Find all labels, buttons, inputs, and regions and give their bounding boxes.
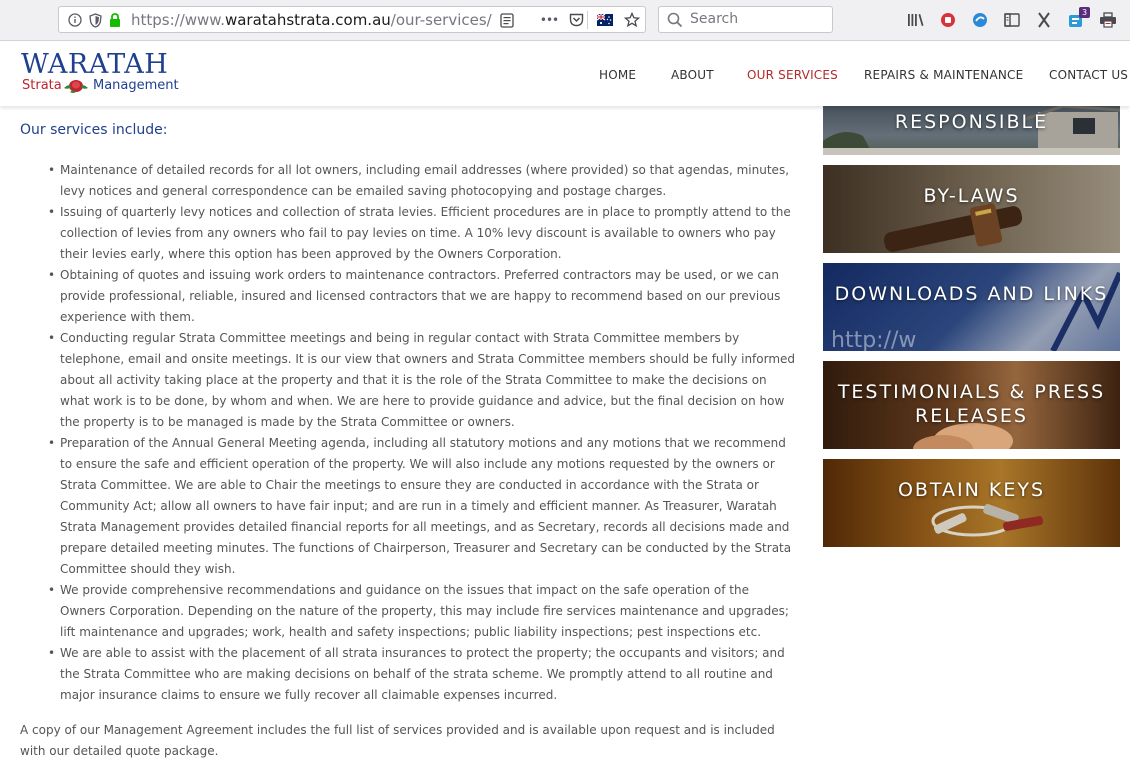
panel-label: DOWNLOADS AND LINKS — [834, 283, 1109, 305]
print-icon[interactable] — [1098, 10, 1118, 30]
logo-subtitle-strata: Strata — [22, 78, 62, 93]
nav-contact-us[interactable]: CONTACT US — [1049, 68, 1129, 82]
divider — [587, 11, 588, 29]
keys-photo — [823, 459, 1120, 547]
bookmark-star-icon[interactable] — [624, 12, 640, 28]
list-item: • We provide comprehensive recommendations and guidance on the issues that impact on the safe operation of the Owners Corporation. Depending on the nature of the property, this may include fire services maintenance and upgrades; lift maintenance and upgrades; work, health and safety inspections; public liability inspections; pest inspections etc. — [60, 580, 796, 643]
sidebar-panel-responsible[interactable] — [823, 106, 1120, 155]
list-item: • We are able to assist with the placement of all strata insurances to protect the property; the occupants and visitors; and the Strata Committee who are making decisions on behalf of the strata scheme. We promptly attend to all routine and major insurance claims to ensure we fully recover all claimable expenses incurred. — [60, 643, 796, 706]
logo-subtitle-management: Management — [93, 78, 179, 93]
list-item: • Preparation of the Annual General Meeting agenda, including all statutory motions and any motions that we recommend to ensure the safe and efficient operation of the property. We will also include any motions requested by the owners or Strata Committee. We are able to Chair the meetings to ensure they are conducted in accordance with the Strata or Community Act; allow all owners to have fair input; and are run in a timely and efficient manner. As Treasurer, Waratah Strata Management provides detailed financial reports for all meetings, and as Secretary, records all decisions made and prepare detailed meeting minutes. The functions of Chairperson, Treasurer and Secretary can be conducted by the Strata Committee should they wish. — [60, 433, 796, 580]
sidebar-toggle-icon[interactable] — [1002, 10, 1022, 30]
extension-blue-icon[interactable] — [970, 10, 990, 30]
nav-about[interactable]: ABOUT — [671, 68, 714, 82]
tracking-shield-icon[interactable] — [87, 12, 103, 28]
search-icon — [667, 12, 683, 32]
nav-our-services[interactable]: OUR SERVICES — [747, 68, 838, 82]
services-intro-heading: Our services include: — [20, 122, 168, 138]
reader-view-icon[interactable] — [499, 12, 515, 28]
panel-label: RESPONSIBLE — [894, 111, 1049, 133]
services-list — [60, 160, 796, 706]
panel-label: OBTAIN KEYS — [897, 479, 1046, 501]
page-actions-icon[interactable]: ••• — [539, 13, 559, 27]
pocket-icon[interactable] — [568, 12, 584, 28]
url-photo — [823, 263, 1120, 351]
nav-home[interactable]: HOME — [599, 68, 637, 82]
australia-flag-icon[interactable] — [596, 12, 614, 28]
library-icon[interactable] — [906, 10, 926, 30]
sidebar-panel-obtain-keys[interactable] — [823, 459, 1120, 547]
panel-label: TESTIMONIALS & PRESS RELEASES — [837, 381, 1106, 427]
logo-title: WARATAH — [21, 49, 169, 80]
list-item: • Obtaining of quotes and issuing work orders to maintenance contractors. Preferred contractors may be used, or we can provide professional, reliable, insured and licensed contractors that we are happy to recommend based on our previous experience with them. — [60, 265, 796, 328]
nav-repairs-maintenance[interactable]: REPAIRS & MAINTENANCE — [864, 68, 1024, 82]
gavel-photo — [823, 165, 1120, 253]
search-placeholder: Search — [690, 11, 739, 27]
info-icon[interactable] — [67, 12, 83, 28]
sidebar-panel-downloads-links[interactable] — [823, 263, 1120, 351]
list-item: • Conducting regular Strata Committee meetings and being in regular contact with Strata Committee members by telephone, email and onsite meetings. It is our view that owners and Strata Committee members should be fully informed about all activity taking place at the property and that it is the role of the Strata Committee to make the decisions on what work is to be done, by whom and when. We are here to provide guidance and advice, but the final decision on how the property is to be managed is made by the Strata Committee or owners. — [60, 328, 796, 433]
address-bar[interactable] — [58, 6, 646, 33]
site-header — [0, 41, 1130, 106]
browser-toolbar — [0, 0, 1130, 41]
list-item: • Issuing of quarterly levy notices and collection of strata levies. Efficient procedures are in place to promptly attend to the collection of levies from any owners who fail to pay levies on time. A 10% levy discount is available to owners who pay their levies early, where this option has been approved by the Owners Corporation. — [60, 202, 796, 265]
svg-text:http://w: http://w — [831, 328, 917, 351]
lock-icon[interactable] — [107, 12, 123, 28]
extension-badge-count: 3 — [1079, 7, 1090, 18]
management-agreement-note: A copy of our Management Agreement includes the full list of services provided and is available upon request and is included with our detailed quote package. — [20, 723, 775, 758]
panel-label: BY-LAWS — [923, 185, 1020, 207]
waratah-flower-icon — [62, 78, 90, 94]
search-box[interactable] — [658, 6, 833, 33]
extension-red-icon[interactable] — [938, 10, 958, 30]
list-item: • Maintenance of detailed records for all lot owners, including email addresses (where provided) so that agendas, minutes, levy notices and general correspondence can be emailed saving photocopying and postage charges. — [60, 160, 796, 202]
url-text[interactable]: https://www.waratahstrata.com.au/our-services/ — [131, 11, 492, 29]
sidebar-panel-testimonials[interactable] — [823, 361, 1120, 449]
x-extension-icon[interactable] — [1034, 10, 1054, 30]
sidebar-panel-by-laws[interactable] — [823, 165, 1120, 253]
